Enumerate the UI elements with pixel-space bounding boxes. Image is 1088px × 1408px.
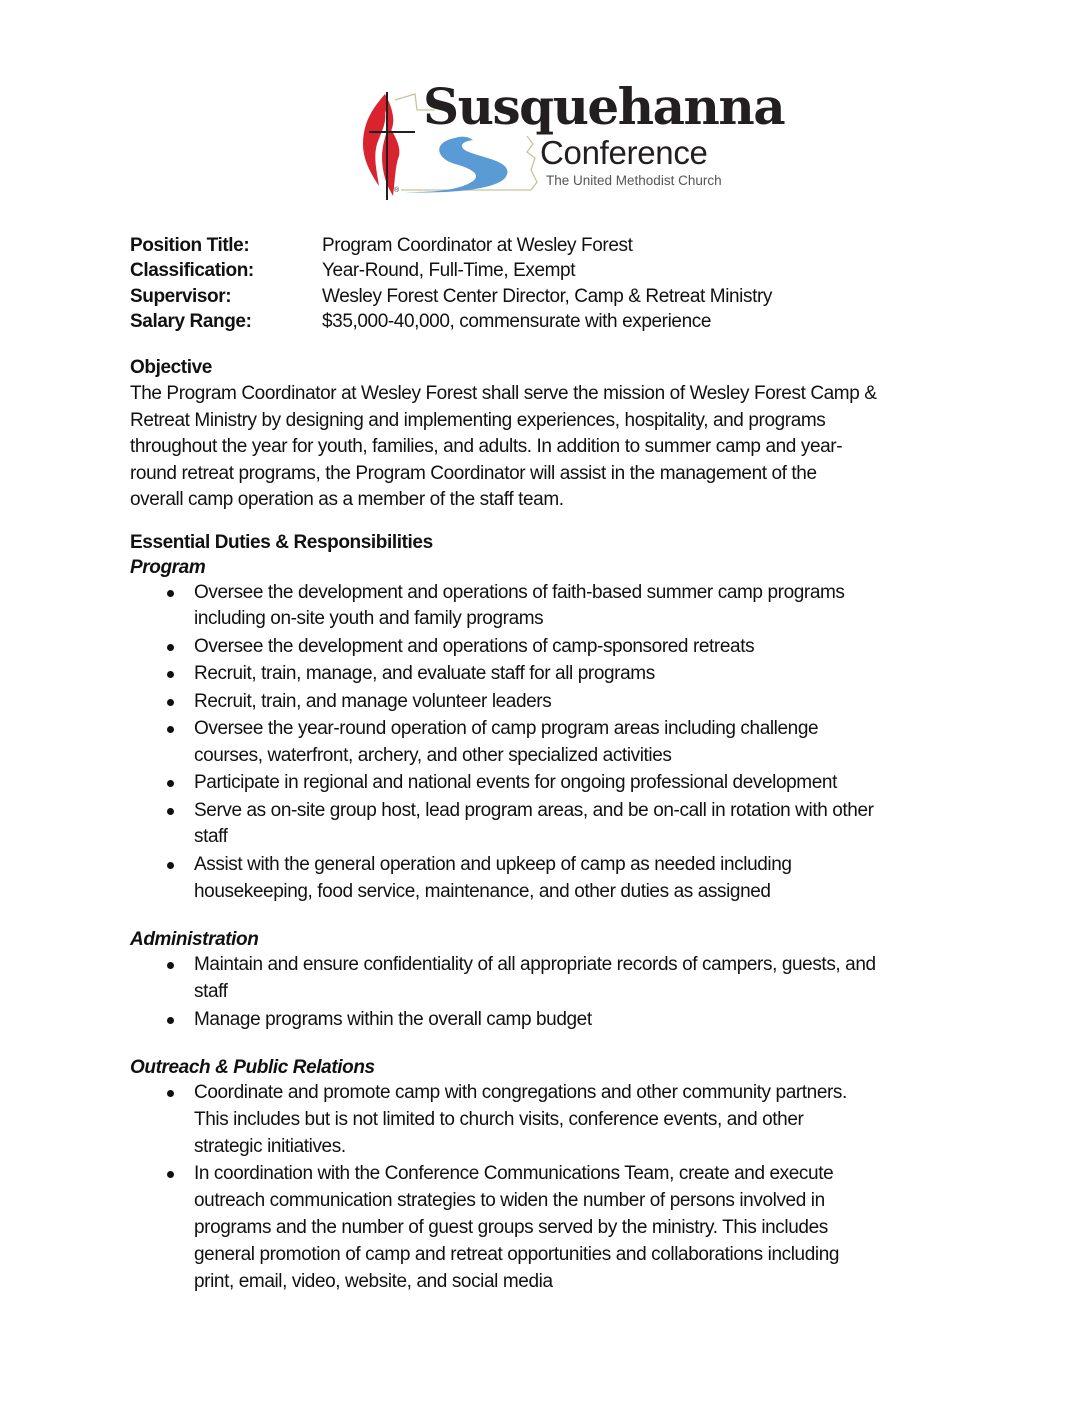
list-item — [130, 852, 970, 906]
list-item — [130, 952, 970, 1006]
text-line: This includes but is not limited to church visits, conference events, and other — [194, 1109, 804, 1131]
bullet-icon — [167, 671, 174, 678]
objective-heading: Objective — [130, 357, 212, 379]
program-duties-list — [130, 580, 970, 906]
text-line: Recruit, train, and manage volunteer leaders — [194, 690, 552, 712]
text-line: round retreat programs, the Program Coordinator will assist in the management of the — [130, 462, 817, 484]
meta-value: Wesley Forest Center Director, Camp & Retreat Ministry — [322, 285, 773, 307]
text-line: The Program Coordinator at Wesley Forest shall serve the mission of Wesley Forest Camp & — [130, 383, 877, 405]
text-line: Oversee the year-round operation of camp program areas including challenge — [194, 718, 819, 740]
list-item — [130, 798, 970, 852]
list-item — [130, 661, 970, 688]
list-item — [130, 770, 970, 797]
bullet-icon — [167, 1090, 174, 1097]
program-subheading: Program — [130, 556, 206, 578]
bullet-icon — [167, 1171, 174, 1178]
registered-mark: ® — [394, 187, 400, 194]
duties-heading: Essential Duties & Responsibilities — [130, 531, 433, 553]
meta-value: $35,000-40,000, commensurate with experience — [322, 310, 712, 332]
text-line: general promotion of camp and retreat opportunities and collaborations including — [194, 1243, 840, 1265]
list-item — [130, 716, 970, 770]
text-line: overall camp operation as a member of the staff team. — [130, 489, 564, 511]
bullet-icon — [167, 644, 174, 651]
susquehanna-conference-logo — [355, 77, 785, 204]
list-item — [130, 634, 970, 661]
text-line: print, email, video, website, and social media — [194, 1270, 553, 1292]
list-item — [130, 1161, 970, 1295]
meta-value: Year-Round, Full-Time, Exempt — [322, 260, 576, 282]
text-line: outreach communication strategies to widen the number of persons involved in — [194, 1190, 825, 1212]
meta-label: Position Title: — [130, 235, 250, 256]
text-line: Oversee the development and operations of camp-sponsored retreats — [194, 635, 755, 657]
list-item — [130, 689, 970, 716]
text-line: Maintain and ensure confidentiality of all appropriate records of campers, guests, and — [194, 954, 876, 976]
meta-row-salary-range — [130, 309, 970, 334]
text-line: Assist with the general operation and upkeep of camp as needed including — [194, 853, 792, 875]
text-line: including on-site youth and family programs — [194, 608, 544, 630]
text-line: programs and the number of guest groups served by the ministry. This includes — [194, 1216, 828, 1238]
text-line: Participate in regional and national events for ongoing professional development — [194, 772, 837, 794]
meta-label: Classification: — [130, 260, 254, 282]
text-line: strategic initiatives. — [194, 1135, 346, 1157]
text-line: staff — [194, 826, 228, 848]
job-description — [130, 233, 970, 1296]
list-item — [130, 580, 970, 634]
outreach-subheading: Outreach & Public Relations — [130, 1057, 375, 1079]
logo-title: Susquehanna — [423, 77, 785, 136]
administration-duties-list — [130, 952, 970, 1033]
objective-section — [130, 355, 970, 514]
list-item — [130, 1080, 970, 1160]
text-line: courses, waterfront, archery, and other specialized activities — [194, 744, 672, 766]
meta-label: Supervisor: — [130, 285, 232, 307]
meta-label: Salary Range: — [130, 310, 252, 332]
text-line: throughout the year for youth, families, and adults. In addition to summer camp and year- — [130, 436, 843, 458]
objective-paragraph — [130, 381, 970, 514]
administration-subheading: Administration — [130, 929, 259, 951]
administration-section — [130, 928, 970, 1033]
bullet-icon — [167, 780, 174, 787]
duties-section — [130, 530, 970, 1296]
outreach-section — [130, 1056, 970, 1295]
text-line: Serve as on-site group host, lead program areas, and be on-call in rotation with other — [194, 799, 874, 821]
bullet-icon — [167, 1017, 174, 1024]
text-line: Recruit, train, manage, and evaluate staff for all programs — [194, 663, 655, 685]
logo-subtitle: Conference — [540, 134, 708, 171]
text-line: housekeeping, food service, maintenance, and other duties as assigned — [194, 880, 771, 902]
meta-row-position-title — [130, 233, 970, 258]
text-line: Oversee the development and operations of faith-based summer camp programs — [194, 581, 845, 603]
meta-row-supervisor — [130, 284, 970, 309]
bullet-icon — [167, 962, 174, 969]
text-line: Retreat Ministry by designing and implementing experiences, hospitality, and programs — [130, 409, 826, 431]
text-line: Manage programs within the overall camp budget — [194, 1008, 592, 1030]
bullet-icon — [167, 726, 174, 733]
outreach-duties-list — [130, 1080, 970, 1295]
bullet-icon — [167, 699, 174, 706]
logo-church-name: The United Methodist Church — [546, 173, 722, 188]
position-details — [130, 233, 970, 334]
bullet-icon — [167, 862, 174, 869]
meta-value: Program Coordinator at Wesley Forest — [322, 235, 633, 256]
meta-row-classification — [130, 258, 970, 283]
text-line: In coordination with the Conference Communications Team, create and execute — [194, 1163, 834, 1185]
text-line: Coordinate and promote camp with congregations and other community partners. — [194, 1082, 847, 1104]
list-item — [130, 1007, 970, 1034]
bullet-icon — [167, 590, 174, 597]
bullet-icon — [167, 808, 174, 815]
text-line: staff — [194, 981, 228, 1003]
